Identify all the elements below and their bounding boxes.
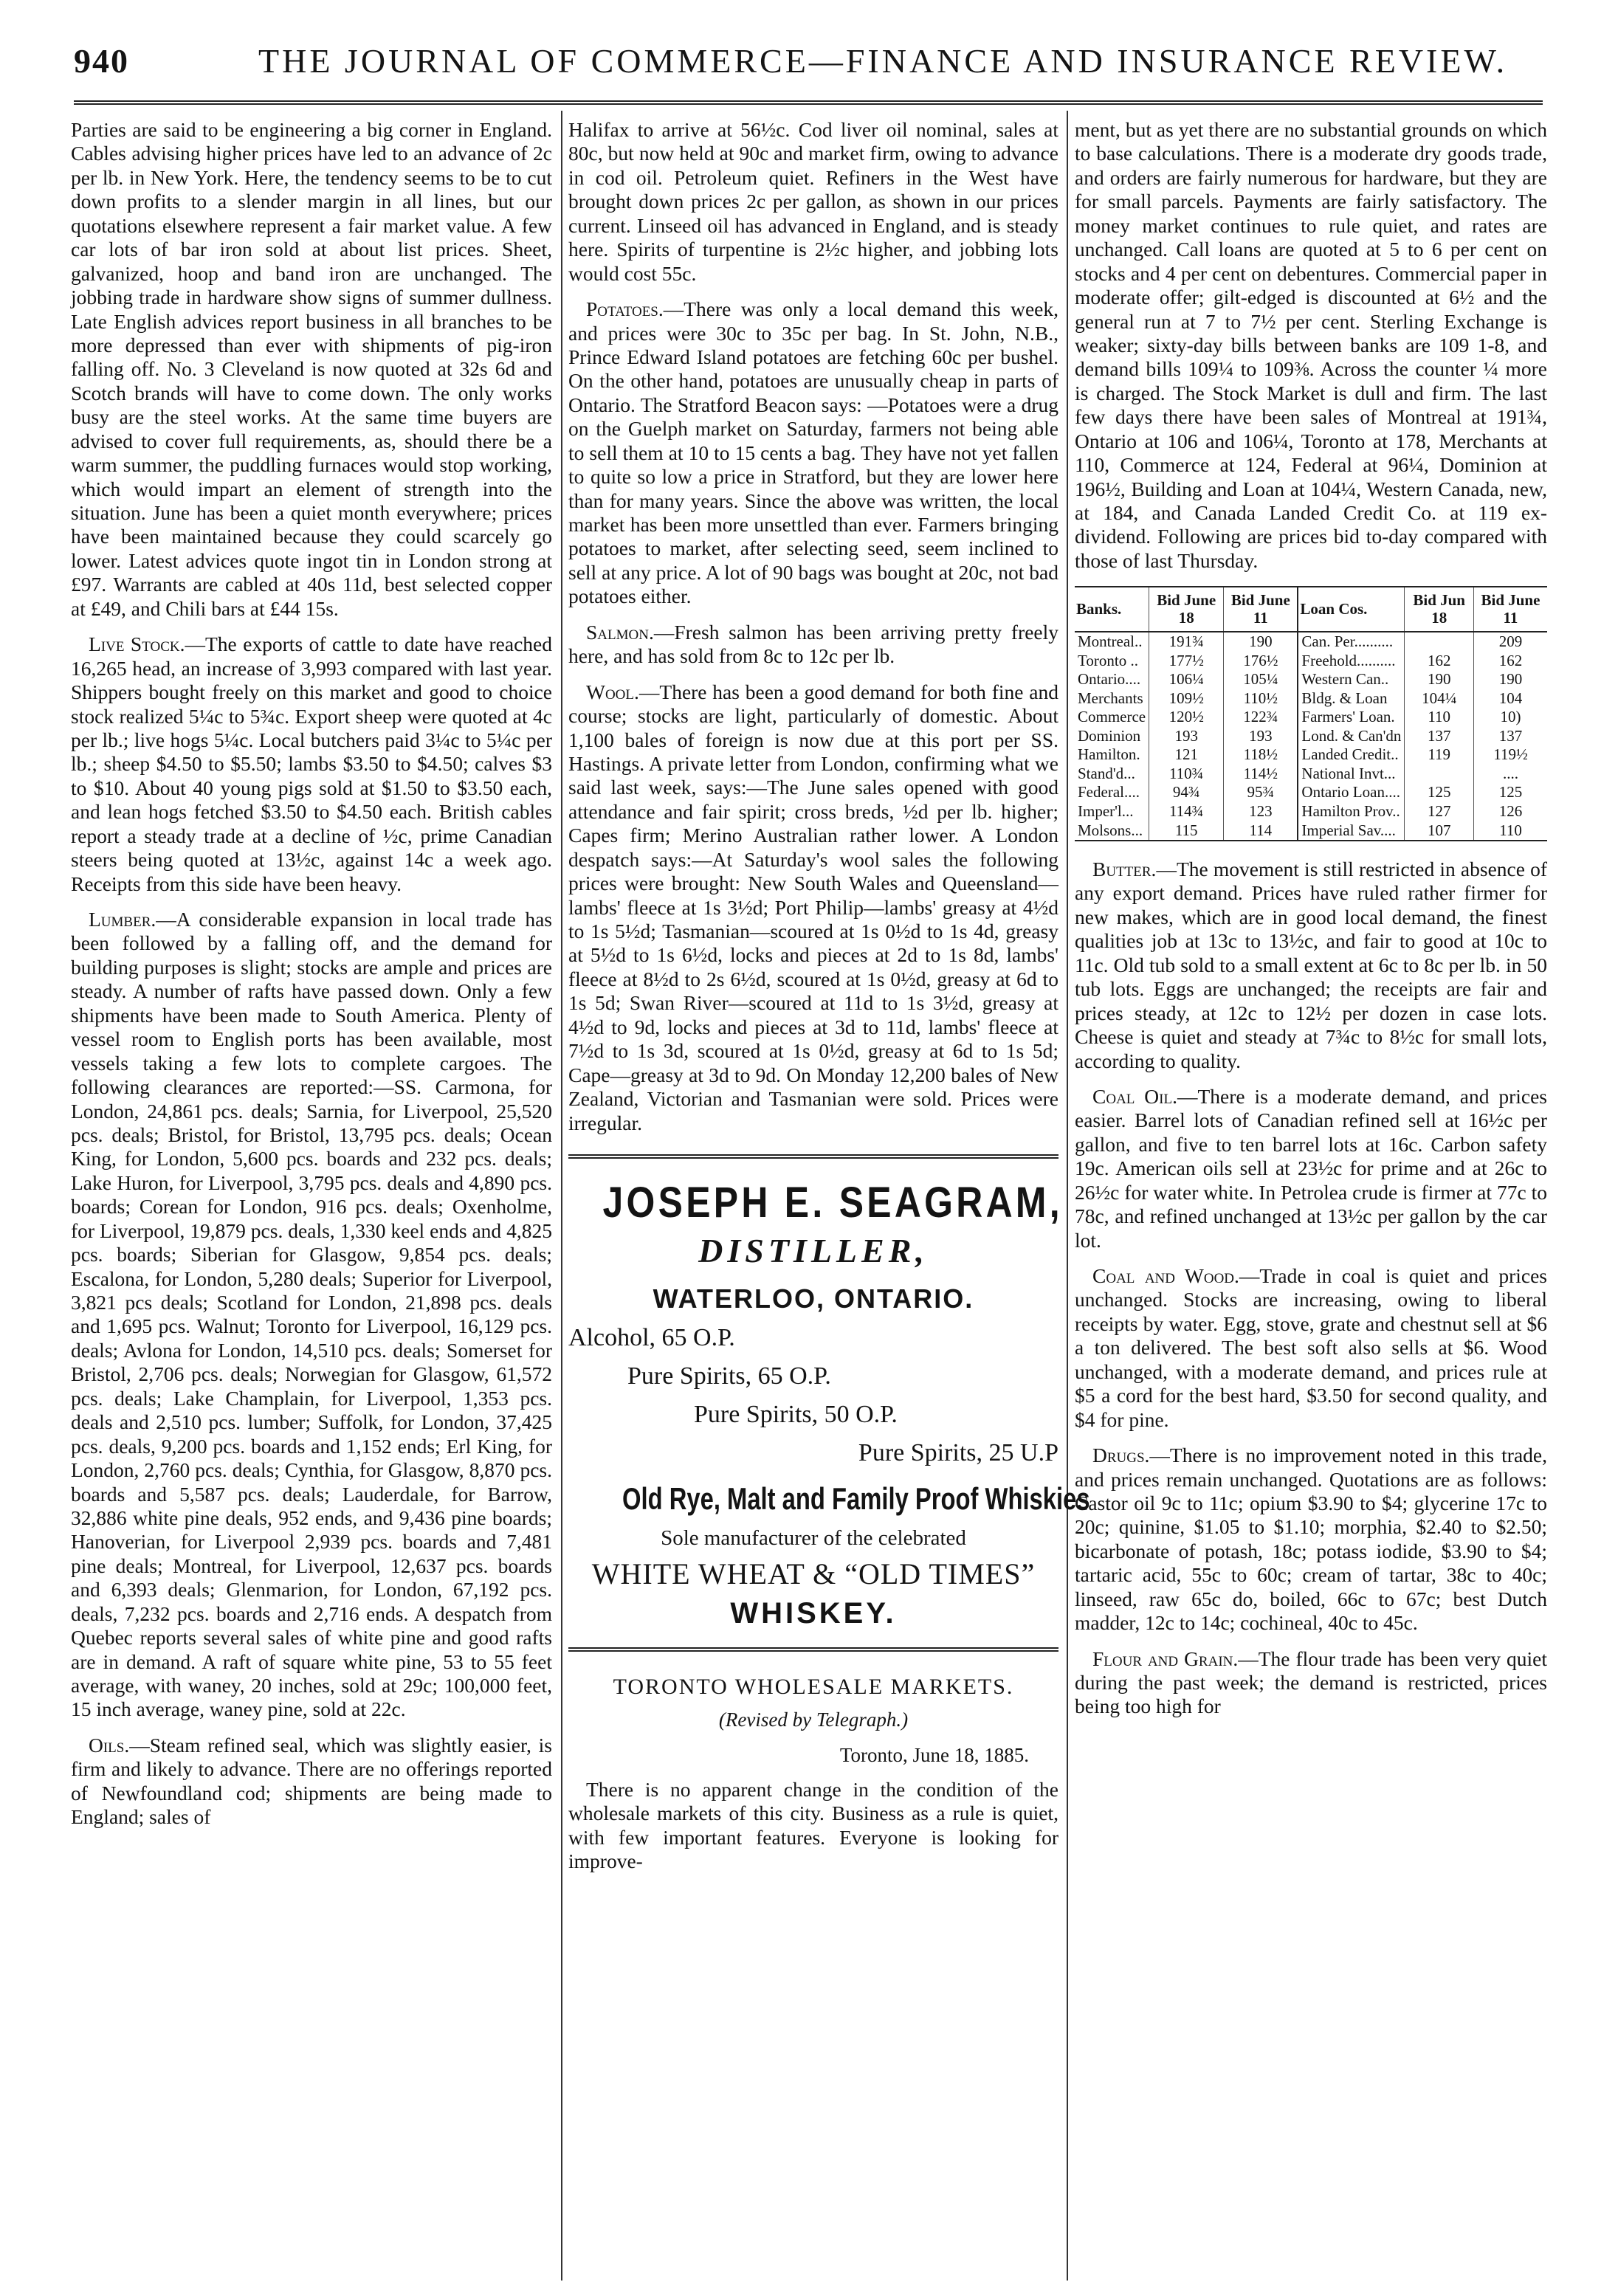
table-cell: Stand'd...	[1078, 764, 1135, 782]
table-cell: 125	[1405, 783, 1474, 802]
table-cell: 110½	[1224, 689, 1298, 709]
table-cell: 95¾	[1224, 783, 1298, 802]
table-cell: 110¾	[1149, 765, 1224, 784]
article-iron: Parties are said to be engineering a big corner in England. Cables advising higher prices have led to an advance of 2c per lb. in New York. Here, the tendency seems to be to cut down profits to a slender margin in all lines, but our quotations elsewhere represent a fair market value. A few car lots of bar iron sold at about list prices. Sheet, galvanized, hoop and band iron are unchanged. The jobbing trade in hardware show signs of summer dullness. Late English advices report business in all branches to be more depressed than ever with shipments of pig-iron falling off. No. 3 Cleveland is now quoted at 32s 6d and Scotch brands will have to come down. The only works busy are the steel works. At the same time buyers are advised to cover full requirements, as, should there be a warm summer, the puddling furnaces would stop working, which would impart an element of strength into the situation. June has been a quiet month everywhere; prices have been maintained because they could scarcely go lower. Latest advices quote ingot tin in London strong at £97. Warrants are cabled at 40s 11d, best selected copper at £49, and Chili bars at £44 15s.	[71, 118, 552, 620]
ad-place: WATERLOO, ONTARIO.	[653, 1283, 974, 1314]
column-2	[568, 118, 1090, 1886]
ad-whiskies: Old Rye, Malt and Family Proof Whiskies	[622, 1480, 1090, 1516]
table-cell: Ontario....	[1078, 670, 1141, 689]
table-cell: 176½	[1224, 652, 1298, 671]
section-body: —The exports of cattle to date have reached 16,265 head, an increase of 3,993 compared with last year. Shippers bought freely on this market and good to choice stock realized 5¼c to 5¾c. Export sheep were quoted at 4c per lb.; live hogs 5¼c. Local butchers paid 3¼c to 5¼c per lb.; sheep $4.50 to $5.50; lambs $3.50 to $4.50; calves $3 to $10. About 40 young pigs sold at $1.50 to $3.50 each, and lean hogs fetched $3.50 to $4.50 each. British cables report a steady trade at a decline of ½c, prime Canadian steers being quoted at 13½c, against 14c a week ago. Receipts from this side have been heavy.	[71, 632, 552, 895]
table-cell: 110	[1473, 821, 1547, 841]
section-body: —The movement is still restricted in absence of any export demand. Prices have ruled rather firmer for new makes, which are in good local demand, the finest qualities job at 13c to 13½c, and fair to good at 10c to 11c. Old tub sold to a small extent at 6c to 8c per lb. in 50 tub lots. Eggs are unchanged; the receipts are fair and prices steady, at 12c to 12½ per dozen in case lots. Cheese is quiet and steady at 7¾c to 8½c for small lots, according to quality.	[1075, 858, 1547, 1072]
table-cell: 94¾	[1149, 783, 1224, 802]
section-head: Coal and Wood.	[1092, 1264, 1239, 1288]
markets-subtitle: (Revised by Telegraph.)	[718, 1709, 909, 1731]
table-cell: Imper'l...	[1078, 801, 1134, 820]
table-header-cell: Banks.	[1075, 587, 1149, 632]
section-body: —There is no improvement noted in this trade, and prices remain unchanged. Quotations are as follows: Castor oil 9c to 11c; opium $3.90 to $4; glycerine 17c to 20c; quinine, $1.05 to $1.10; morphia, $2.40 to $2.50; bicarbonate of potash, 18c; potass iodide, $3.90 to $4; tartaric acid, 55c to 60c; cream of tartar, 38c to 40c; linseed, raw 65c do, boiled, 66c to 67c; best Dutch madder, 12c to 14c; cochineal, 40c to 45c.	[1075, 1444, 1547, 1635]
table-cell: 120½	[1149, 708, 1224, 727]
table-cell: 122¾	[1224, 708, 1298, 727]
section-body: —A considerable expansion in local trade has been followed by a falling off, and the demand for building purposes is slight; stocks are ample and prices are steady. A number of rafts have passed down. Only a few shipments have been made to South America. Plenty of vessel room to English ports has been available, most vessels taking a few lots to complete cargoes. The following clearances are reported:—SS. Carmona, for London, 24,861 pcs. deals; Sarnia, for Liverpool, 25,520 pcs. deals; Bristol, for Bristol, 13,795 pcs. deals; Ocean King, for London, 5,600 pcs. boards and 232 pcs. deals; Lake Huron, for Liverpool, 3,795 pcs. deals and 4,890 pcs. boards; Corean for London, 916 pcs. deals; Oxenholme, for Liverpool, 19,879 pcs. deals, 1,330 keel ends and 4,825 pcs. boards; Siberian for Glasgow, 9,854 pcs. deals; Escalona, for London, 5,280 deals; Superior for Liverpool, 3,821 pcs deals; Scotland for London, 21,898 pcs. deals and 1,695 pcs. Walnut; Toronto for Liverpool, 16,129 pcs. deals; Avlona for London, 14,510 pcs. deals; Somerset for Bristol, 2,706 pcs. deals; Norwegian for Glasgow, 61,572 pcs. deals; Lake Champlain, for Liverpool, 1,353 pcs. deals and 2,510 pcs. lumber; Suffolk, for London, 37,425 pcs. deals, 9,200 pcs. boards and 1,152 ends; Erl King, for London, 2,760 pcs. deals; Cynthia, for Glasgow, 8,870 pcs. boards and 5,587 pcs. deals; Lauderdale, for Barrow, 32,886 white pine deals, 952 ends, and 9,436 pine boards; Hanoverian, for Liverpool 2,939 pcs. boards and 7,481 pine deals; Montreal, for Liverpool, 12,637 pcs. boards and 6,393 deals; Glenmarion, for London, 67,192 pcs. deals, 7,232 pcs. boards and 2,716 ends. A despatch from Quebec reports several sales of white pine and good rafts are in demand. A raft of square white pine, 53 to 55 feet average, with waney, 20 inches, sold at 29c; 100,000 feet, 15 inch average, waney pine, sold at 22c.	[71, 908, 552, 1721]
column-divider	[1067, 111, 1068, 2281]
table-cell: Molsons...	[1078, 821, 1143, 839]
markets-title: TORONTO WHOLESALE MARKETS.	[613, 1674, 1014, 1699]
section-head: Butter.	[1092, 858, 1157, 881]
section-head: Potatoes.	[586, 297, 664, 321]
table-cell: 10)	[1473, 708, 1547, 727]
section-head: Oils.	[89, 1733, 130, 1757]
running-title: THE JOURNAL OF COMMERCE—FINANCE AND INSURANCE REVIEW.	[258, 42, 1508, 80]
section-body: —There is a moderate demand, and prices easier. Barrel lots of Canadian refined sell at 16½c per gallon, and five to ten barrel lots at 16c. Carbon safety 19c. American oils sell at 23½c for prime and at 26c to 26½c for water white. In Petrolea crude is firmer at 77c to 78c, and refined unchanged at 13½c per gallon by the car lot.	[1075, 1084, 1547, 1252]
article-coal-oil	[1075, 1085, 1547, 1252]
table-cell: 191¾	[1149, 632, 1224, 652]
table-cell: 109½	[1149, 689, 1224, 709]
table-cell: 137	[1473, 727, 1547, 746]
table-header-cell: Bid June 11	[1224, 587, 1298, 632]
column-1	[71, 118, 552, 1841]
ad-role: DISTILLER,	[698, 1232, 929, 1270]
article-salmon	[568, 621, 1058, 669]
table-cell: 190	[1224, 632, 1298, 652]
section-head: Salmon.	[586, 620, 654, 644]
table-header-cell: Loan Cos.	[1298, 587, 1405, 632]
table-cell: 137	[1405, 727, 1474, 746]
table-cell: 107	[1405, 821, 1474, 841]
table-row	[1075, 821, 1547, 841]
section-head: Wool.	[586, 680, 639, 703]
table-cell: Toronto ..	[1078, 651, 1138, 669]
ad-product: Alcohol, 65 O.P.	[568, 1324, 735, 1352]
table-cell: 104	[1473, 689, 1547, 709]
table-cell: Bldg. & Loan	[1301, 689, 1388, 707]
header-rule	[74, 100, 1543, 105]
section-body: —The flour trade has been very quiet during the past week; the demand is restricted, prices being too high for	[1075, 1647, 1547, 1718]
article-live-stock	[71, 632, 552, 896]
table-row	[1075, 689, 1547, 709]
ad-whiskey: WHISKEY.	[730, 1596, 897, 1630]
table-cell: 125	[1473, 783, 1547, 802]
article-oils-continued: Halifax to arrive at 56½c. Cod liver oil nominal, sales at 80c, but now held at 90c and market firm, owing to advance in cod oil. Petroleum quiet. Refiners in the West have brought down prices 2c per gallon, as shown in our prices current. Linseed oil has advanced in England, and is steady here. Spirits of turpentine is 2½c higher, and jobbing lots would cost 55c.	[568, 118, 1058, 285]
table-cell: Federal....	[1078, 783, 1140, 801]
table-cell: Montreal..	[1078, 632, 1143, 651]
table-row	[1075, 745, 1547, 765]
article-coal-wood	[1075, 1264, 1547, 1432]
page-number: 940	[74, 42, 129, 80]
table-cell: 193	[1149, 727, 1224, 746]
ad-company-name: JOSEPH E. SEAGRAM,	[602, 1178, 1063, 1227]
ad-sole-manufacturer: Sole manufacturer of the celebrated	[661, 1526, 966, 1551]
table-cell: 162	[1405, 652, 1474, 671]
table-cell: 193	[1224, 727, 1298, 746]
table-header-row	[1075, 587, 1547, 632]
table-row	[1075, 652, 1547, 671]
table-cell: 119½	[1473, 745, 1547, 765]
table-cell: 110	[1405, 708, 1474, 727]
section-body: —There was only a local demand this week, and prices were 30c to 35c per bag. In St. John, N.B., Prince Edward Island potatoes are fetching 60c per bushel. On the other hand, potatoes are unusually cheap in parts of Ontario. The Stratford Beacon says: —Potatoes were a drug on the Guelph market on Saturday, farmers not being able to sell them at 10 to 15 cents a bag. They have not yet fallen to quite so low a price in Stratford, but they are lower here than for many years. Since the above was written, the local market has been more unsettled than ever. Farmers bringing potatoes to market, after selecting seed, seem inclined to sell at any price. A lot of 90 bags was bought at 20c, not bad potatoes either.	[568, 297, 1058, 608]
table-cell: 127	[1405, 802, 1474, 821]
article-oils	[71, 1734, 552, 1830]
table-cell: Commerce	[1078, 708, 1146, 726]
table-cell: Can. Per..........	[1301, 632, 1394, 651]
table-cell: 118½	[1224, 745, 1298, 765]
table-header-cell: Bid Jun 18	[1405, 587, 1474, 632]
bank-prices-table	[1075, 586, 1547, 841]
section-body: —Steam refined seal, which was slightly easier, is firm and likely to advance. There are no offerings reported of Newfoundland cod; shipments are being made to England; sales of	[71, 1733, 552, 1829]
table-cell: 104¼	[1405, 689, 1474, 709]
table-cell: 115	[1149, 821, 1224, 841]
table-cell: Lond. & Can'dn	[1301, 726, 1402, 745]
table-row	[1075, 802, 1547, 821]
ad-product: Pure Spirits, 25 U.P	[858, 1439, 1058, 1467]
ad-white-wheat: WHITE WHEAT & “OLD TIMES”	[591, 1557, 1036, 1591]
table-cell: National Invt...	[1301, 764, 1396, 782]
table-cell: 114¾	[1149, 802, 1224, 821]
section-body: —There has been a good demand for both fine and course; stocks are light, particularly of domestic. About 1,100 bales of foreign is now due at this port per SS. Hastings. A private letter from London, confirming what we said last week, says:—The June sales opened with good attendance and fair spirit; cross breds, ½d per lb. higher; Capes firm; Merino Australian rather lower. A London despatch says:—At Saturday's wool sales the following prices were brought: New South Wales and Queensland—lambs' fleece at 1s 3½d; Port Philip—lambs' greasy at 4½d to 1s 5½d; Tasmanian—scoured at 1s 0½d to 1s 4d, greasy at 5½d to 1s 6½d, locks and pieces at 2d to 1s 8d, lambs' fleece at 8½d to 2s 6½d, scoured at 1s 0½d, greasy at 6d to 1s 5d; Swan River—scoured at 11d to 1s 3½d, greasy at 4½d to 9d, locks and pieces at 3d to 11d, lambs' fleece at 7½d to 1s 3d, scoured at 1s 0½d, greasy at 6d to 1s 5d; Cape—greasy at 3d to 9d. On Monday 12,200 bales of New Zealand, Victorian and Tasmanian were sold. Prices were irregular.	[568, 680, 1058, 1134]
table-cell: 209	[1473, 632, 1547, 652]
table-row	[1075, 765, 1547, 784]
ad-product: Pure Spirits, 65 O.P.	[627, 1362, 831, 1390]
section-head: Coal Oil.	[1092, 1084, 1177, 1108]
table-row	[1075, 783, 1547, 802]
table-row	[1075, 632, 1547, 652]
table-cell: Hamilton.	[1078, 745, 1140, 764]
table-cell: 114	[1224, 821, 1298, 841]
column-divider	[561, 111, 562, 2281]
page-header	[74, 28, 1543, 80]
table-cell: Merchants	[1078, 689, 1143, 707]
table-cell: 114½	[1224, 765, 1298, 784]
markets-intro: There is no apparent change in the condition of the wholesale markets of this city. Business as a rule is quiet, with few important features. Everyone is looking for improve-	[568, 1777, 1058, 1873]
article-money-market: ment, but as yet there are no substantial grounds on which to base calculations. There is a moderate dry goods trade, and orders are fairly numerous for hardware, but they are for small parcels. Payments are fairly satisfactory. The money market continues to rule quiet, and rates are unchanged. Call loans are quoted at 5 to 6 per cent on stocks and 4 per cent on debentures. Commercial paper in moderate offer; gilt-edged is discounted at 6½ and the general run at 7 to 7½ per cent. Sterling Exchange is weaker; sixty-day bills between banks are 109 1-8, and demand bills 109¼ to 109⅜. Across the counter ¼ more is charged. The Stock Market is dull and firm. The last few days there have been sales of Montreal at 191¾, Ontario at 106 and 106¼, Toronto at 178, Merchants at 110, Commerce at 124, Federal at 96¼, Dominion at 196½, Building and Loan at 104¼, Western Canada, new, at 184, and Canada Landed Credit Co. at 119 ex-dividend. Following are prices bid to-day compared with those of last Thursday.	[1075, 118, 1547, 572]
article-lumber	[71, 908, 552, 1722]
table-cell: 123	[1224, 802, 1298, 821]
table-cell: 119	[1405, 745, 1474, 765]
table-cell: Western Can..	[1301, 670, 1389, 689]
table-cell: Dominion	[1078, 726, 1141, 745]
ad-product: Pure Spirits, 50 O.P.	[694, 1401, 898, 1429]
table-cell: 126	[1473, 802, 1547, 821]
table-row	[1075, 727, 1547, 746]
table-cell: 106¼	[1149, 670, 1224, 689]
article-potatoes	[568, 297, 1058, 609]
section-body: —Fresh salmon has been arriving pretty freely here, and has sold from 8c to 12c per lb.	[568, 620, 1058, 668]
article-drugs	[1075, 1444, 1547, 1635]
column-3	[1075, 118, 1547, 1731]
section-head: Lumber.	[89, 908, 156, 931]
table-cell: Ontario Loan....	[1301, 783, 1400, 801]
table-cell: ....	[1473, 765, 1547, 784]
table-cell: 162	[1473, 652, 1547, 671]
article-butter	[1075, 858, 1547, 1073]
section-head: Drugs.	[1092, 1444, 1150, 1467]
table-cell	[1405, 632, 1474, 652]
table-body	[1075, 632, 1547, 841]
table-cell: 105¼	[1224, 670, 1298, 689]
table-header-cell: Bid June 18	[1149, 587, 1224, 632]
table-row	[1075, 670, 1547, 689]
table-cell: Landed Credit..	[1301, 745, 1399, 764]
table-cell: Hamilton Prov..	[1301, 801, 1400, 820]
table-cell: 121	[1149, 745, 1224, 765]
table-header-cell: Bid June 11	[1473, 587, 1547, 632]
seagram-advertisement	[568, 1154, 1090, 1652]
section-head: Live Stock.	[89, 632, 185, 656]
article-wool	[568, 680, 1058, 1135]
section-body: —Trade in coal is quiet and prices unchanged. Stocks are increasing, owing to liberal receipts by water. Egg, stove, grate and chestnut sell at $6 a ton delivered. The best soft also sells at $6. Wood unchanged, with a moderate demand, and prices rule at $5 a cord for the best hard, $3.50 for second quality, and $4 for pine.	[1075, 1264, 1547, 1431]
table-cell: Freehold..........	[1301, 651, 1396, 669]
section-head: Flour and Grain.	[1092, 1647, 1239, 1670]
table-row	[1075, 708, 1547, 727]
article-flour-grain	[1075, 1647, 1547, 1719]
markets-dateline: Toronto, June 18, 1885.	[839, 1743, 1029, 1766]
table-cell: 177½	[1149, 652, 1224, 671]
table-cell: 190	[1405, 670, 1474, 689]
table-cell	[1405, 765, 1474, 784]
table-cell: Imperial Sav....	[1301, 821, 1396, 839]
table-cell: 190	[1473, 670, 1547, 689]
table-cell: Farmers' Loan.	[1301, 708, 1395, 726]
